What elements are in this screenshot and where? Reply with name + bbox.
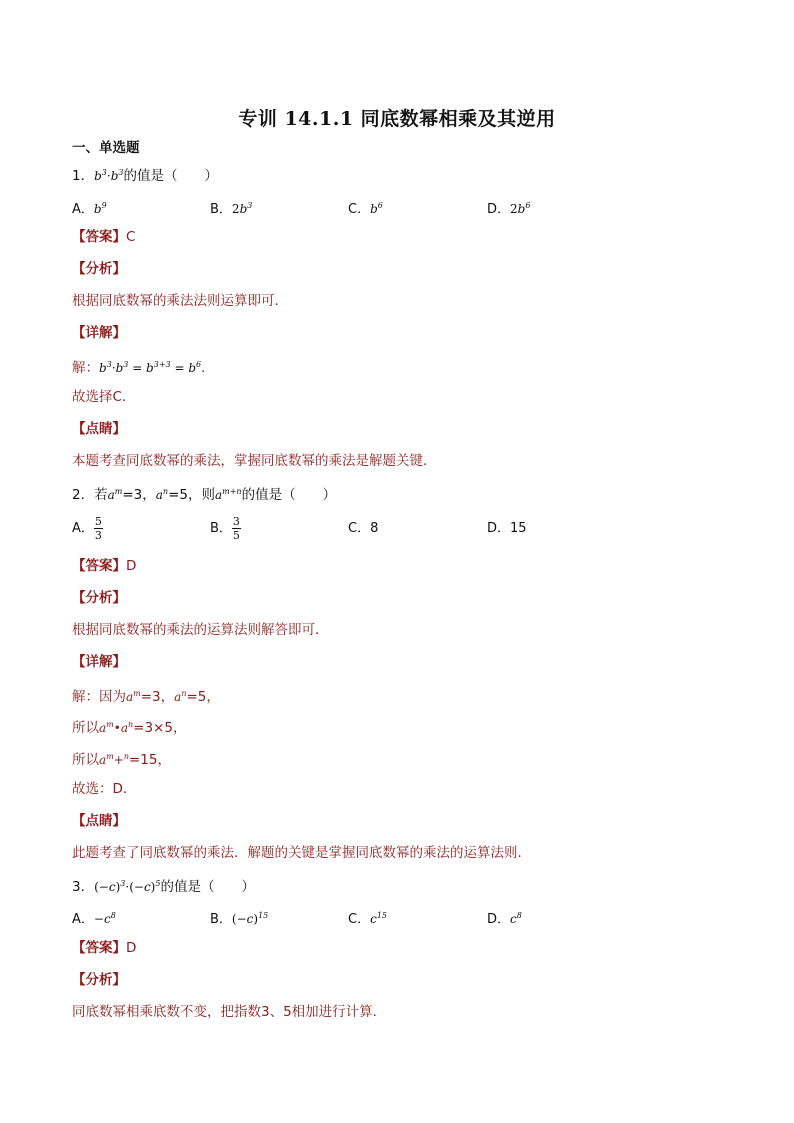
question-2: 2．若$a^m=3$，$a^n=5$，则$a^{m+n}$的值是（ ） <box>72 487 337 503</box>
question-1 <box>72 164 218 185</box>
q1-answer: 【答案】C <box>72 229 136 245</box>
q2-detail-label: 【详解】 <box>72 654 126 670</box>
q1-comment-text: 本题考查同底数幂的乘法，掌握同底数幂的乘法是解题关键． <box>72 453 437 469</box>
q2-option-a: A． $\frac{5}{3}$ <box>72 515 102 542</box>
q2-option-d: D．15 <box>487 521 527 536</box>
q2-analysis-text: 根据同底数幂的乘法的运算法则解答即可． <box>72 622 329 638</box>
q1-option-a: A．$b^9$ <box>72 201 107 217</box>
q2-conclusion: 故选：D． <box>72 781 137 797</box>
q3-analysis-label: 【分析】 <box>72 972 126 988</box>
q2-detail-line-3: 所以$a^m+^n=15$， <box>72 752 171 768</box>
question-1-expression: $b^3\cdot b^3$ <box>94 168 124 183</box>
section-heading: 一、单选题 <box>72 140 140 156</box>
q3-option-d: D．$c^8$ <box>487 911 522 927</box>
q1-detail-label: 【详解】 <box>72 325 126 341</box>
q3-answer: 【答案】D <box>72 940 137 956</box>
q3-option-c: C．$c^{15}$ <box>348 911 387 927</box>
q2-answer: 【答案】D <box>72 558 137 574</box>
q1-detail-text: 解：$b^3\cdot b^3 = b^{3+3} = b^6$． <box>72 360 215 376</box>
q1-option-c: C．$b^6$ <box>348 201 383 217</box>
question-3: 3．$(-c)^3\cdot(-c)^5$的值是（ ） <box>72 879 255 895</box>
question-1-suffix: 的值是（ ） <box>123 168 218 184</box>
q2-comment-text: 此题考查了同底数幂的乘法．解题的关键是掌握同底数幂的乘法的运算法则． <box>72 845 531 861</box>
q2-option-b: B． $\frac{3}{5}$ <box>210 515 240 542</box>
q1-comment-label: 【点睛】 <box>72 421 126 437</box>
q1-option-b: B．$2b^3$ <box>210 201 253 217</box>
question-1-number: 1． <box>72 168 95 184</box>
q2-option-c: C．8 <box>348 521 379 536</box>
q2-analysis-label: 【分析】 <box>72 590 126 606</box>
q3-option-b: B．$(-c)^{15}$ <box>210 911 269 927</box>
q1-option-d: D．$2b^6$ <box>487 201 531 217</box>
q3-option-a: A．$-c^8$ <box>72 911 116 927</box>
page-title: 专训 14.1.1 同底数幂相乘及其逆用 <box>238 108 556 130</box>
q1-conclusion: 故选择C． <box>72 389 136 405</box>
q2-detail-line-1: 解：因为$a^m=3$，$a^n=5$， <box>72 689 220 705</box>
q1-analysis-label: 【分析】 <box>72 261 126 277</box>
q2-comment-label: 【点睛】 <box>72 813 126 829</box>
q1-analysis-text: 根据同底数幂的乘法法则运算即可． <box>72 293 288 309</box>
q2-detail-line-2: 所以$a^m•a^n=3\times 5$， <box>72 720 187 736</box>
q3-analysis-text: 同底数幂相乘底数不变，把指数3、5相加进行计算． <box>72 1004 387 1020</box>
